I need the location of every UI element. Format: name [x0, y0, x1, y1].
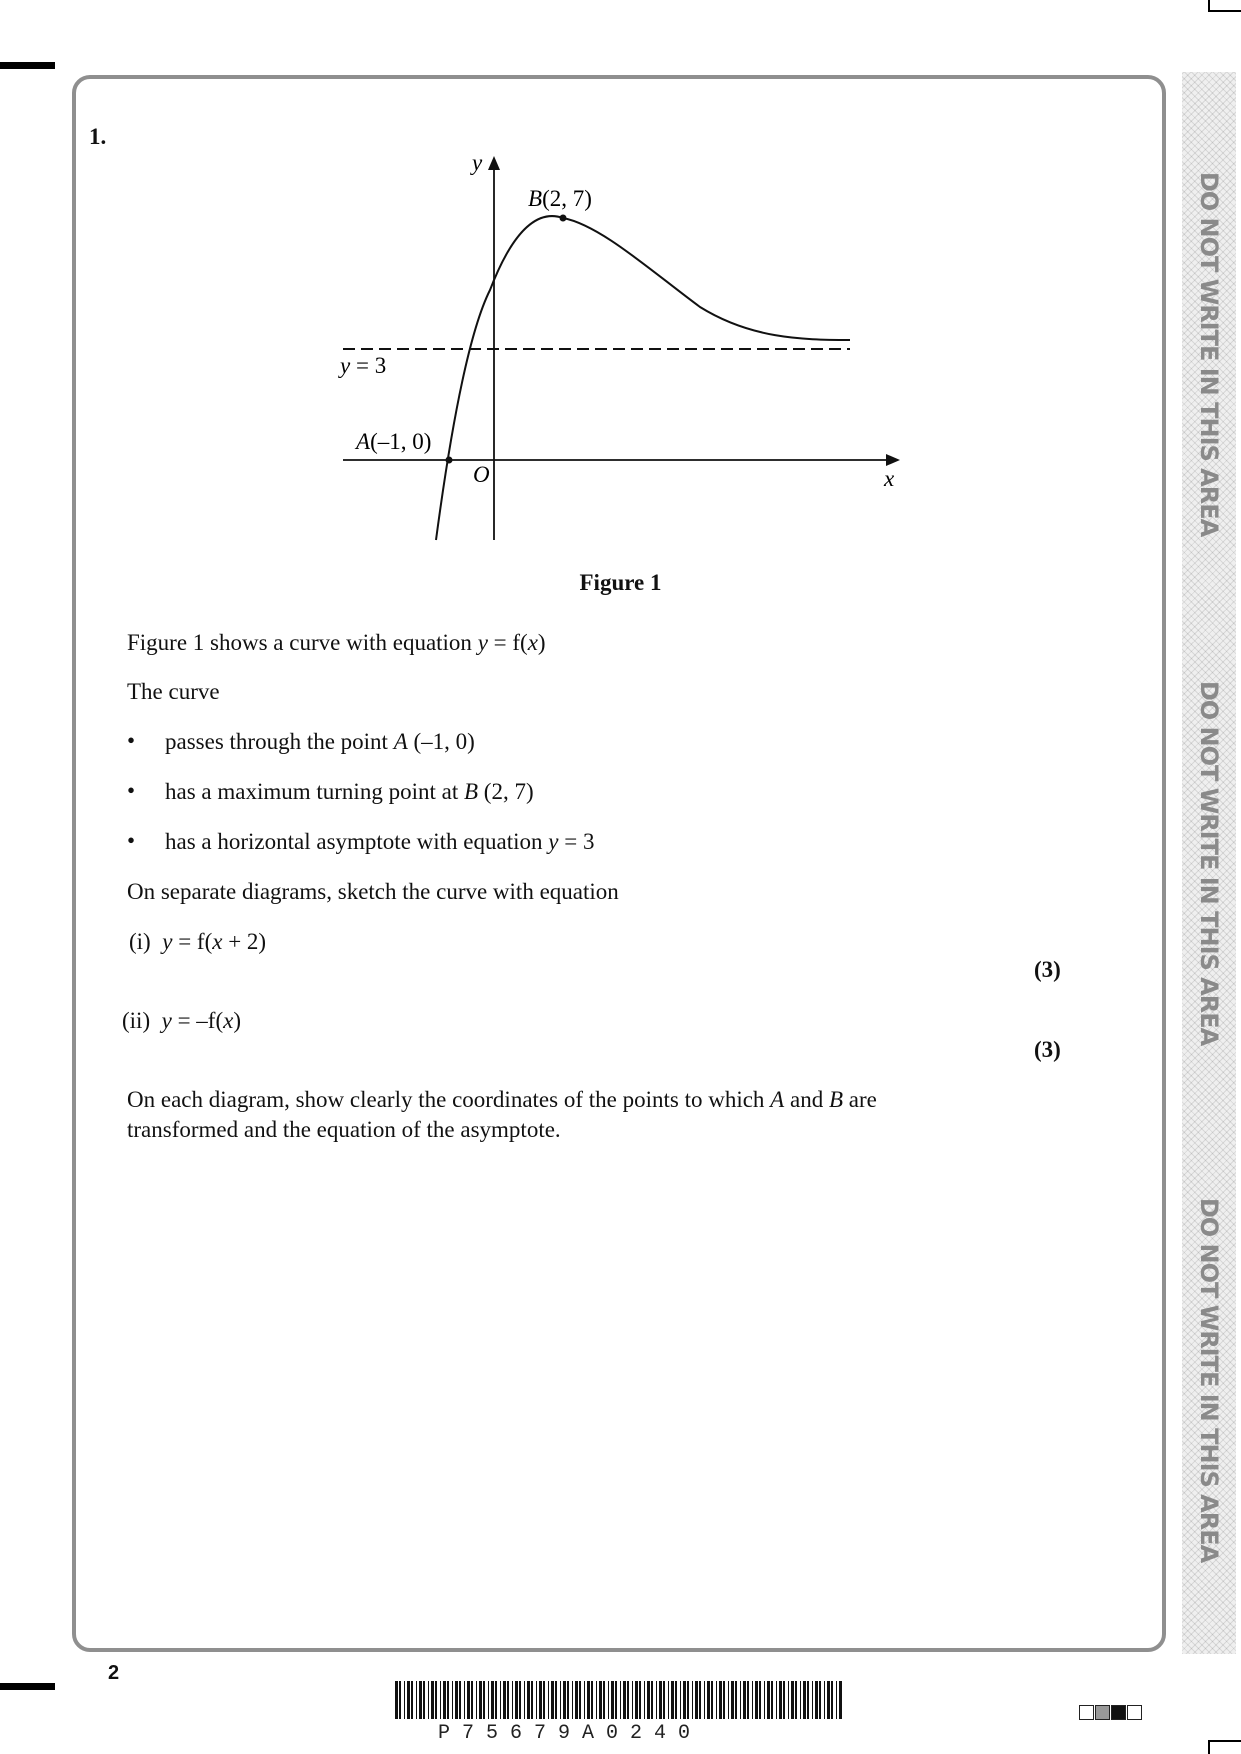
- side-warning-text: DO NOT WRITE IN THIS AREA: [1195, 1197, 1223, 1563]
- bullet-symbol: •: [127, 828, 136, 853]
- barcode-bar: [675, 1681, 677, 1719]
- barcode-bar: [632, 1681, 633, 1719]
- closing-and: and: [784, 1087, 829, 1112]
- barcode-bar: [824, 1681, 825, 1719]
- origin-label: O: [473, 462, 490, 487]
- point-a-marker: [446, 457, 453, 464]
- barcode-bar: [692, 1681, 693, 1719]
- point-b-marker: [560, 215, 567, 222]
- barcode-bar: [603, 1681, 605, 1719]
- barcode-bar: [608, 1681, 609, 1719]
- bullet-var: A: [393, 729, 408, 754]
- barcode-bar: [447, 1681, 449, 1719]
- barcode-bar: [423, 1681, 425, 1719]
- barcode-bar: [635, 1681, 638, 1719]
- barcode-bar: [611, 1681, 614, 1719]
- barcode-bar: [407, 1681, 410, 1719]
- barcode-bar: [563, 1681, 566, 1719]
- x-axis-arrow: [886, 454, 900, 466]
- barcode-bar: [755, 1681, 758, 1719]
- barcode-bar: [539, 1681, 542, 1719]
- bullet-post: = 3: [558, 829, 595, 854]
- barcode-bar: [800, 1681, 801, 1719]
- barcode-bar: [443, 1681, 446, 1719]
- barcode-bar: [815, 1681, 818, 1719]
- barcode-bar: [788, 1681, 789, 1719]
- part-x: x: [212, 929, 223, 954]
- curve-label: The curve: [127, 679, 220, 704]
- barcode-bar: [416, 1681, 417, 1719]
- part-y: y: [161, 1008, 172, 1033]
- point-a-label: A(–1, 0): [356, 429, 432, 454]
- intro-post: ): [537, 630, 546, 655]
- point-b-label: B(2, 7): [528, 186, 592, 211]
- barcode-bar: [704, 1681, 705, 1719]
- barcode-bar: [519, 1681, 521, 1719]
- barcode-bar: [752, 1681, 753, 1719]
- barcode-bar: [567, 1681, 569, 1719]
- barcode-bar: [572, 1681, 573, 1719]
- part-y: y: [162, 929, 173, 954]
- closing-line-1: [127, 1085, 877, 1115]
- barcode-bar: [663, 1681, 665, 1719]
- intro-mid: = f(: [487, 630, 528, 655]
- intro-text: [127, 628, 546, 658]
- barcode-bar: [464, 1681, 465, 1719]
- barcode-bar: [651, 1681, 653, 1719]
- barcode-bar: [819, 1681, 821, 1719]
- bullet-post: (–1, 0): [407, 729, 475, 754]
- barcode-bar: [776, 1681, 777, 1719]
- barcode-bar: [551, 1681, 554, 1719]
- intro-x: x: [527, 630, 538, 655]
- barcode-bar: [627, 1681, 629, 1719]
- barcode-bar: [591, 1681, 593, 1719]
- side-warning-text: DO NOT WRITE IN THIS AREA: [1195, 680, 1223, 1046]
- barcode-bar: [731, 1681, 734, 1719]
- barcode-bar: [623, 1681, 626, 1719]
- barcode-bar: [779, 1681, 782, 1719]
- barcode-bar: [411, 1681, 413, 1719]
- barcode-bar: [759, 1681, 761, 1719]
- bullet-item: [165, 827, 594, 857]
- barcode-bar: [452, 1681, 453, 1719]
- barcode-bar: [687, 1681, 689, 1719]
- barcode-bar: [399, 1681, 401, 1719]
- barcode-bar: [579, 1681, 581, 1719]
- barcode-bar: [711, 1681, 713, 1719]
- figure-caption: Figure 1: [579, 570, 662, 595]
- part-post: + 2): [222, 929, 267, 954]
- barcode-bar: [680, 1681, 681, 1719]
- barcode-bar: [515, 1681, 518, 1719]
- indicator-box: [1079, 1705, 1094, 1720]
- bullet-item: [165, 727, 475, 757]
- barcode-bar: [836, 1681, 837, 1719]
- barcode-bar: [419, 1681, 422, 1719]
- x-axis-label: x: [884, 466, 895, 491]
- barcode-bar: [560, 1681, 561, 1719]
- barcode-bar: [524, 1681, 525, 1719]
- barcode-bar: [459, 1681, 461, 1719]
- closing-b: B: [828, 1087, 844, 1112]
- barcode-bar: [764, 1681, 765, 1719]
- barcode-bar: [543, 1681, 545, 1719]
- barcode-bar: [699, 1681, 701, 1719]
- barcode-bar: [639, 1681, 641, 1719]
- bullet-var: y: [548, 829, 559, 854]
- barcode-bar: [587, 1681, 590, 1719]
- barcode: [393, 1681, 845, 1721]
- barcode-bar: [683, 1681, 686, 1719]
- barcode-bar: [584, 1681, 585, 1719]
- barcode-bar: [735, 1681, 737, 1719]
- bullet-pre: passes through the point: [165, 729, 394, 754]
- barcode-bar: [783, 1681, 785, 1719]
- barcode-bar: [575, 1681, 578, 1719]
- barcode-bar: [440, 1681, 441, 1719]
- barcode-bar: [812, 1681, 813, 1719]
- bullet-post: (2, 7): [478, 779, 534, 804]
- barcode-bar: [831, 1681, 833, 1719]
- part-post: ): [233, 1008, 242, 1033]
- curve-y-f-x: [436, 216, 850, 540]
- barcode-bar: [767, 1681, 770, 1719]
- part-i: [129, 927, 266, 957]
- barcode-bar: [747, 1681, 749, 1719]
- barcode-bar: [596, 1681, 597, 1719]
- barcode-bar: [615, 1681, 617, 1719]
- barcode-bar: [476, 1681, 477, 1719]
- barcode-bar: [471, 1681, 473, 1719]
- barcode-bar: [668, 1681, 669, 1719]
- bullet-symbol: •: [127, 778, 136, 803]
- barcode-bar: [803, 1681, 806, 1719]
- barcode-bar: [728, 1681, 729, 1719]
- barcode-bar: [395, 1681, 398, 1719]
- barcode-bar: [723, 1681, 725, 1719]
- barcode-bar: [491, 1681, 494, 1719]
- barcode-bar: [743, 1681, 746, 1719]
- barcode-bar: [527, 1681, 530, 1719]
- barcode-bar: [671, 1681, 674, 1719]
- indicator-box: [1111, 1705, 1126, 1720]
- barcode-bar: [431, 1681, 434, 1719]
- registration-mark: [1208, 1740, 1210, 1754]
- y-axis-label: y: [472, 150, 483, 175]
- barcode-bar: [740, 1681, 741, 1719]
- indicator-box: [1127, 1705, 1142, 1720]
- barcode-bar: [428, 1681, 429, 1719]
- barcode-bar: [531, 1681, 533, 1719]
- page-indicator-boxes: [1079, 1705, 1143, 1721]
- barcode-bar: [507, 1681, 509, 1719]
- bullet-item: [165, 777, 534, 807]
- bullet-pre: has a horizontal asymptote with equation: [165, 829, 549, 854]
- registration-mark: [0, 1683, 55, 1690]
- barcode-bar: [495, 1681, 497, 1719]
- barcode-bar: [620, 1681, 621, 1719]
- barcode-bar: [555, 1681, 557, 1719]
- barcode-bar: [716, 1681, 717, 1719]
- barcode-bar: [719, 1681, 722, 1719]
- barcode-bar: [479, 1681, 482, 1719]
- intro-y: y: [477, 630, 488, 655]
- barcode-bar: [827, 1681, 830, 1719]
- part-x: x: [223, 1008, 234, 1033]
- barcode-bar: [807, 1681, 809, 1719]
- barcode-bar: [707, 1681, 710, 1719]
- y-axis-arrow: [488, 156, 500, 170]
- barcode-bar: [404, 1681, 405, 1719]
- marks-part-i: (3): [1034, 957, 1061, 982]
- barcode-bar: [483, 1681, 485, 1719]
- closing-a: A: [770, 1087, 785, 1112]
- barcode-text: P75679A0240: [438, 1722, 703, 1745]
- barcode-bar: [644, 1681, 645, 1719]
- barcode-bar: [488, 1681, 489, 1719]
- bullet-symbol: •: [127, 728, 136, 753]
- question-number: 1.: [89, 124, 107, 149]
- bullet-pre: has a maximum turning point at: [165, 779, 464, 804]
- barcode-bar: [839, 1681, 842, 1719]
- instruction-text: On separate diagrams, sketch the curve with equation: [127, 879, 619, 904]
- barcode-bar: [599, 1681, 602, 1719]
- part-pre: = f(: [172, 929, 213, 954]
- asymptote-label: y = 3: [340, 353, 387, 378]
- side-warning-text: DO NOT WRITE IN THIS AREA: [1195, 171, 1223, 537]
- barcode-bar: [503, 1681, 506, 1719]
- part-label: (i): [129, 929, 151, 954]
- barcode-bar: [647, 1681, 650, 1719]
- closing-line-2: transformed and the equation of the asymptote.: [127, 1117, 561, 1142]
- barcode-bar: [791, 1681, 794, 1719]
- intro-pre: Figure 1 shows a curve with equation: [127, 630, 478, 655]
- closing-post: are: [843, 1087, 877, 1112]
- barcode-bar: [771, 1681, 773, 1719]
- barcode-bar: [500, 1681, 501, 1719]
- indicator-box: [1095, 1705, 1110, 1720]
- part-label: (ii): [122, 1008, 151, 1033]
- figure-1: [0, 0, 1241, 560]
- barcode-bar: [512, 1681, 513, 1719]
- marks-part-ii: (3): [1034, 1037, 1061, 1062]
- part-pre: = –f(: [171, 1008, 224, 1033]
- part-ii: [122, 1006, 241, 1036]
- closing-pre: On each diagram, show clearly the coordinates of the points to which: [127, 1087, 771, 1112]
- page-number: 2: [108, 1662, 120, 1684]
- barcode-bar: [656, 1681, 657, 1719]
- barcode-bar: [536, 1681, 537, 1719]
- barcode-bar: [467, 1681, 470, 1719]
- registration-mark: [1208, 1740, 1241, 1742]
- barcode-bar: [548, 1681, 549, 1719]
- barcode-bar: [455, 1681, 458, 1719]
- barcode-bar: [695, 1681, 698, 1719]
- bullet-var: B: [463, 779, 479, 804]
- barcode-bar: [795, 1681, 797, 1719]
- barcode-bar: [435, 1681, 437, 1719]
- barcode-bar: [659, 1681, 662, 1719]
